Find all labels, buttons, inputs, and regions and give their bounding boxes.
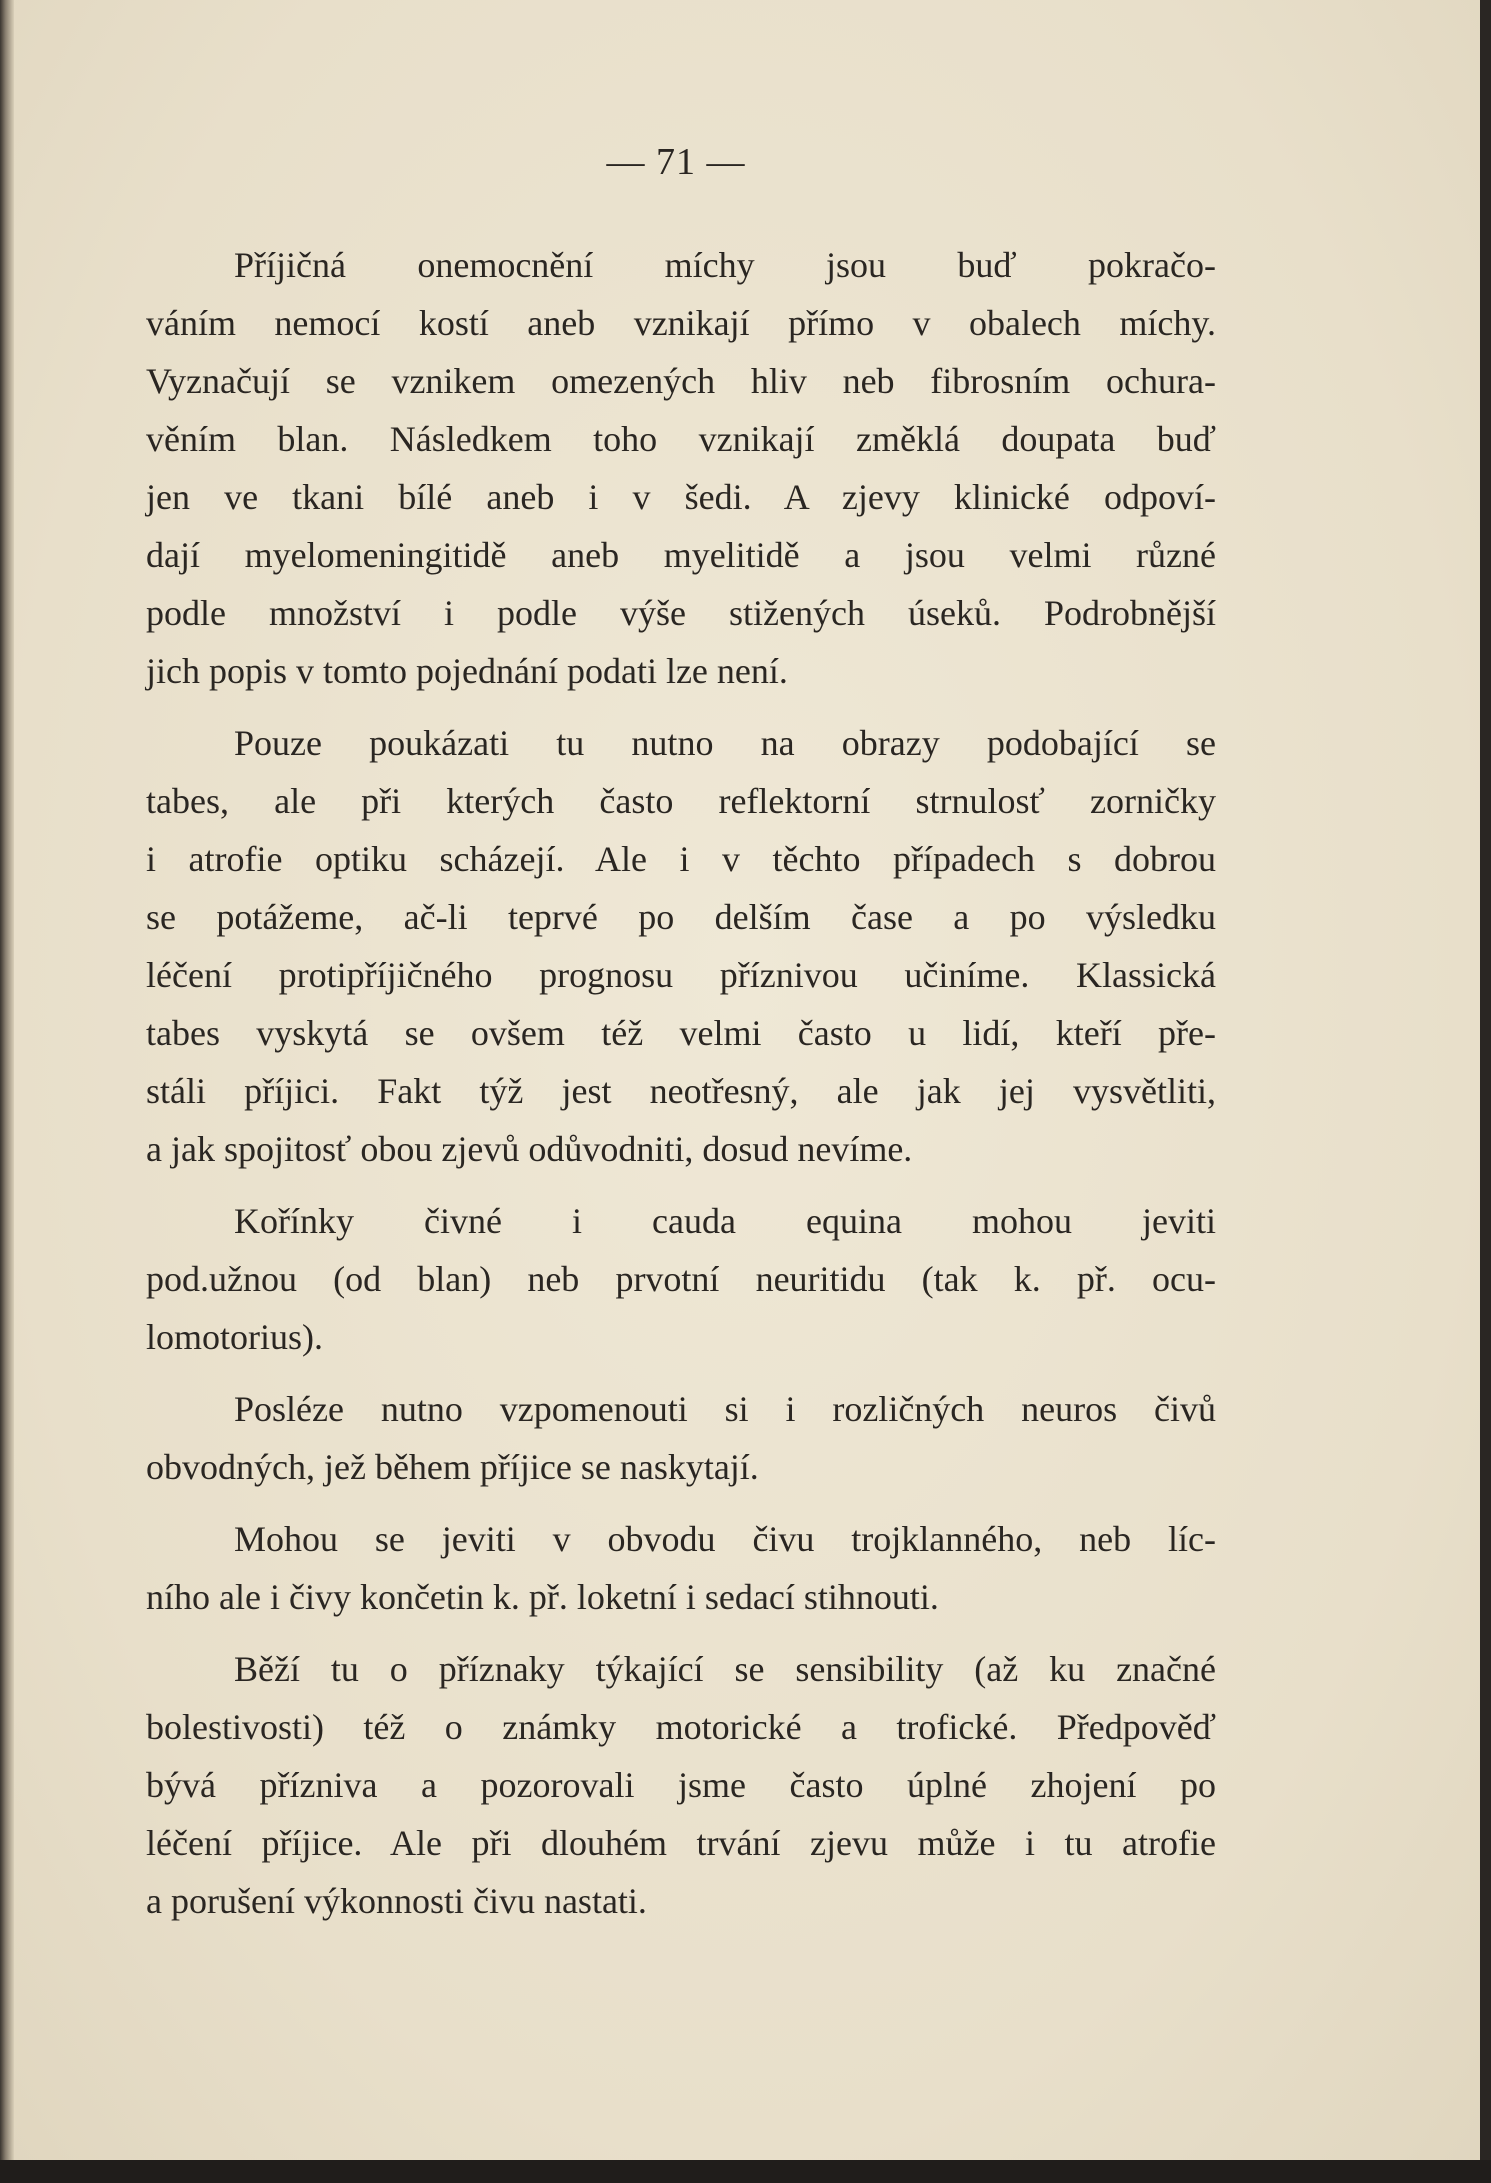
text-line: lomotorius). bbox=[146, 1317, 323, 1357]
text-line: tabes vyskytá se ovšem též velmi často u lidí, kteří pře- bbox=[146, 1013, 1216, 1053]
paragraph bbox=[146, 1380, 1216, 1496]
text-line: dají myelomeningitidě aneb myelitidě a jsou velmi různé bbox=[146, 535, 1216, 575]
text-line: bolestivosti) též o známky motorické a trofické. Předpověď bbox=[146, 1707, 1216, 1747]
page-number: — 71 — bbox=[606, 141, 746, 183]
page-right-edge bbox=[1480, 0, 1491, 2183]
page-binding-edge bbox=[0, 0, 14, 2160]
text-line: obvodných, jež během příjice se naskytají. bbox=[146, 1447, 759, 1487]
paragraph bbox=[146, 1192, 1216, 1366]
paragraph bbox=[146, 1640, 1216, 1930]
text-line: jen ve tkani bílé aneb i v šedi. A zjevy klinické odpoví- bbox=[146, 477, 1216, 517]
text-line: se potážeme, ač-li teprvé po delším čase a po výsledku bbox=[146, 897, 1216, 937]
text-line: Běží tu o příznaky týkající se sensibility (až ku značné bbox=[234, 1649, 1216, 1689]
text-line: pod.užnou (od blan) neb prvotní neuritidu (tak k. př. ocu- bbox=[146, 1259, 1216, 1299]
body-text bbox=[146, 236, 1216, 1930]
paragraph bbox=[146, 1510, 1216, 1626]
text-line: Mohou se jeviti v obvodu čivu trojklanného, neb líc- bbox=[234, 1519, 1216, 1559]
page-bottom-edge bbox=[0, 2160, 1491, 2183]
text-line: Vyznačují se vznikem omezených hliv neb fibrosním ochura- bbox=[146, 361, 1216, 401]
text-line: léčení protipříjičného prognosu příznivou učiníme. Klassická bbox=[146, 955, 1216, 995]
text-line: i atrofie optiku scházejí. Ale i v těchto případech s dobrou bbox=[146, 839, 1216, 879]
text-line: Příjičná onemocnění míchy jsou buď pokračo- bbox=[234, 245, 1216, 285]
text-line: jich popis v tomto pojednání podati lze není. bbox=[146, 651, 788, 691]
text-line: Kořínky čivné i cauda equina mohou jeviti bbox=[234, 1201, 1216, 1241]
text-line: Posléze nutno vzpomenouti si i rozličných neuros čivů bbox=[234, 1389, 1216, 1429]
text-line: tabes, ale při kterých často reflektorní strnulosť zorničky bbox=[146, 781, 1216, 821]
paragraph bbox=[146, 236, 1216, 700]
text-line: podle množství i podle výše stižených úseků. Podrobnější bbox=[146, 593, 1216, 633]
text-line: stáli příjici. Fakt týž jest neotřesný, ale jak jej vysvětliti, bbox=[146, 1071, 1216, 1111]
text-line: váním nemocí kostí aneb vznikají přímo v obalech míchy. bbox=[146, 303, 1216, 343]
paragraph bbox=[146, 714, 1216, 1178]
text-line: léčení příjice. Ale při dlouhém trvání zjevu může i tu atrofie bbox=[146, 1823, 1216, 1863]
text-line: ního ale i čivy končetin k. př. loketní i sedací stihnouti. bbox=[146, 1577, 939, 1617]
text-line: a jak spojitosť obou zjevů odůvodniti, dosud nevíme. bbox=[146, 1129, 913, 1169]
text-line: Pouze poukázati tu nutno na obrazy podobající se bbox=[234, 723, 1216, 763]
text-line: bývá přízniva a pozorovali jsme často úplné zhojení po bbox=[146, 1765, 1216, 1805]
text-line: věním blan. Následkem toho vznikají změklá doupata buď bbox=[146, 419, 1216, 459]
text-line: a porušení výkonnosti čivu nastati. bbox=[146, 1881, 647, 1921]
